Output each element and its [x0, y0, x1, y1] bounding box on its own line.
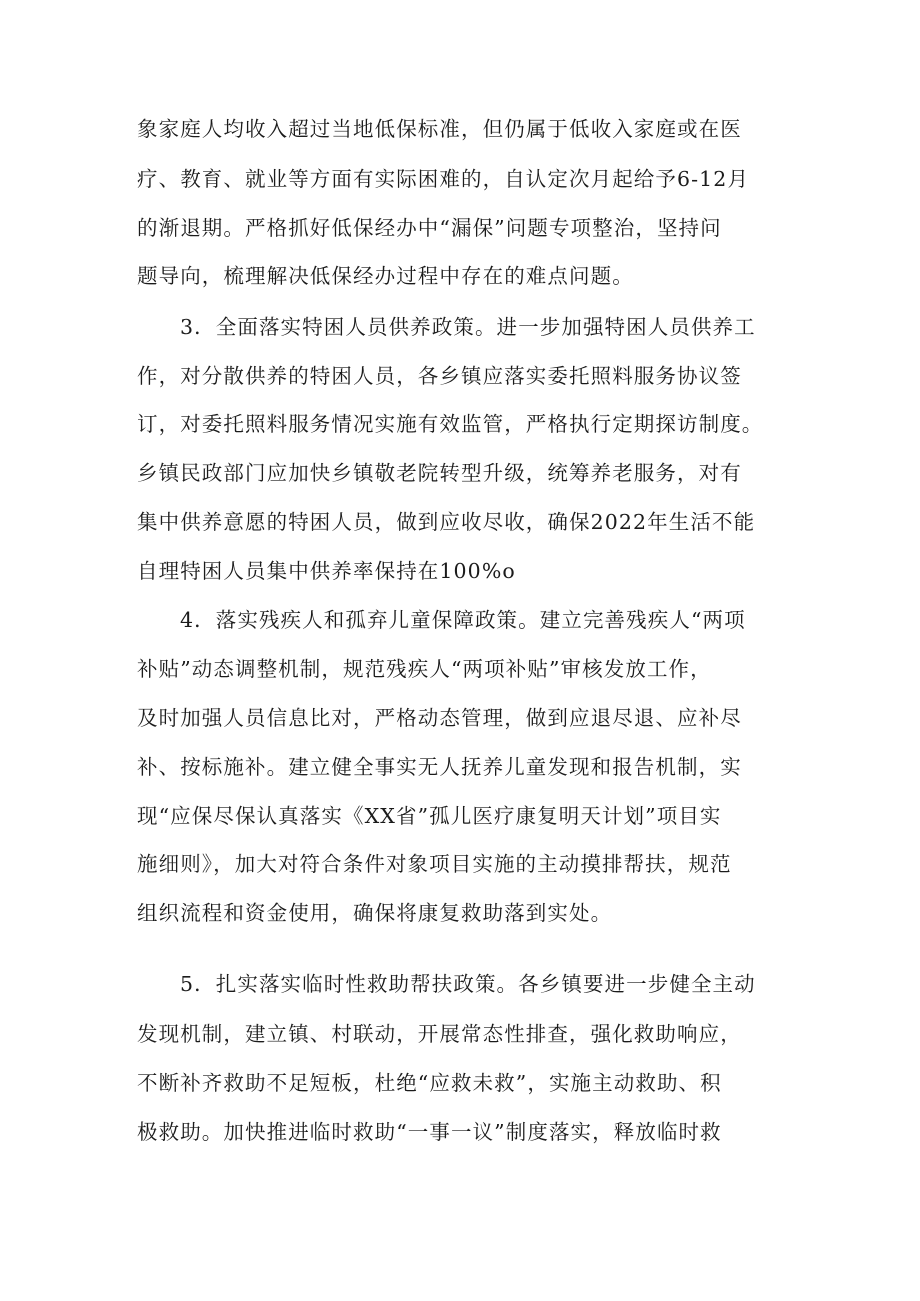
- text-line: 作，对分散供养的特困人员，各乡镇应落实委托照料服务协议签: [137, 364, 742, 388]
- text-line: 补贴”动态调整机制，规范残疾人“两项补贴”审核发放工作，: [137, 657, 712, 681]
- text-line: 的渐退期。严格抓好低保经办中“漏保”问题专项整治，坚持问: [137, 216, 722, 240]
- text-line: 极救助。加快推进临时救助“一事一议”制度落实，释放临时救: [137, 1120, 722, 1144]
- text-line: 订，对委托照料服务情况实施有效监管，严格执行定期探访制度。: [137, 412, 764, 436]
- text-line: 不断补齐救助不足短板，杜绝“应救未救”，实施主动救助、积: [137, 1071, 722, 1095]
- text-line: 自理特困人员集中供养率保持在100%o: [137, 559, 516, 583]
- text-line: 集中供养意愿的特困人员，做到应收尽收，确保2022年生活不能: [137, 510, 756, 534]
- text-line: 发现机制，建立镇、村联动，开展常态性排查，强化救助响应，: [137, 1022, 742, 1046]
- text-line: 及时加强人员信息比对，严格动态管理，做到应退尽退、应补尽: [137, 706, 742, 730]
- text-line: 题导向，梳理解决低保经办过程中存在的难点问题。: [137, 264, 634, 288]
- text-line: 补、按标施补。建立健全事实无人抚养儿童发现和报告机制，实: [137, 755, 742, 779]
- paragraph-heading-4: 4．落实残疾人和孤弃儿童保障政策。建立完善残疾人“两项: [180, 608, 746, 632]
- paragraph-heading-5: 5．扎实落实临时性救助帮扶政策。各乡镇要进一步健全主动: [180, 972, 756, 996]
- text-line: 疗、教育、就业等方面有实际困难的，自认定次月起给予6-12月: [137, 167, 750, 191]
- text-line: 象家庭人均收入超过当地低保标准，但仍属于低收入家庭或在医: [137, 117, 742, 141]
- text-line: 施细则》，加大对符合条件对象项目实施的主动摸排帮扶，规范: [137, 852, 732, 876]
- text-line: 组织流程和资金使用，确保将康复救助落到实处。: [137, 901, 613, 925]
- text-line: 现“应保尽保认真落实《XX省”孤儿医疗康复明天计划”项目实: [137, 804, 722, 828]
- paragraph-heading-3: 3．全面落实特困人员供养政策。进一步加强特困人员供养工: [180, 315, 756, 339]
- text-line: 乡镇民政部门应加快乡镇敬老院转型升级，统筹养老服务，对有: [137, 461, 742, 485]
